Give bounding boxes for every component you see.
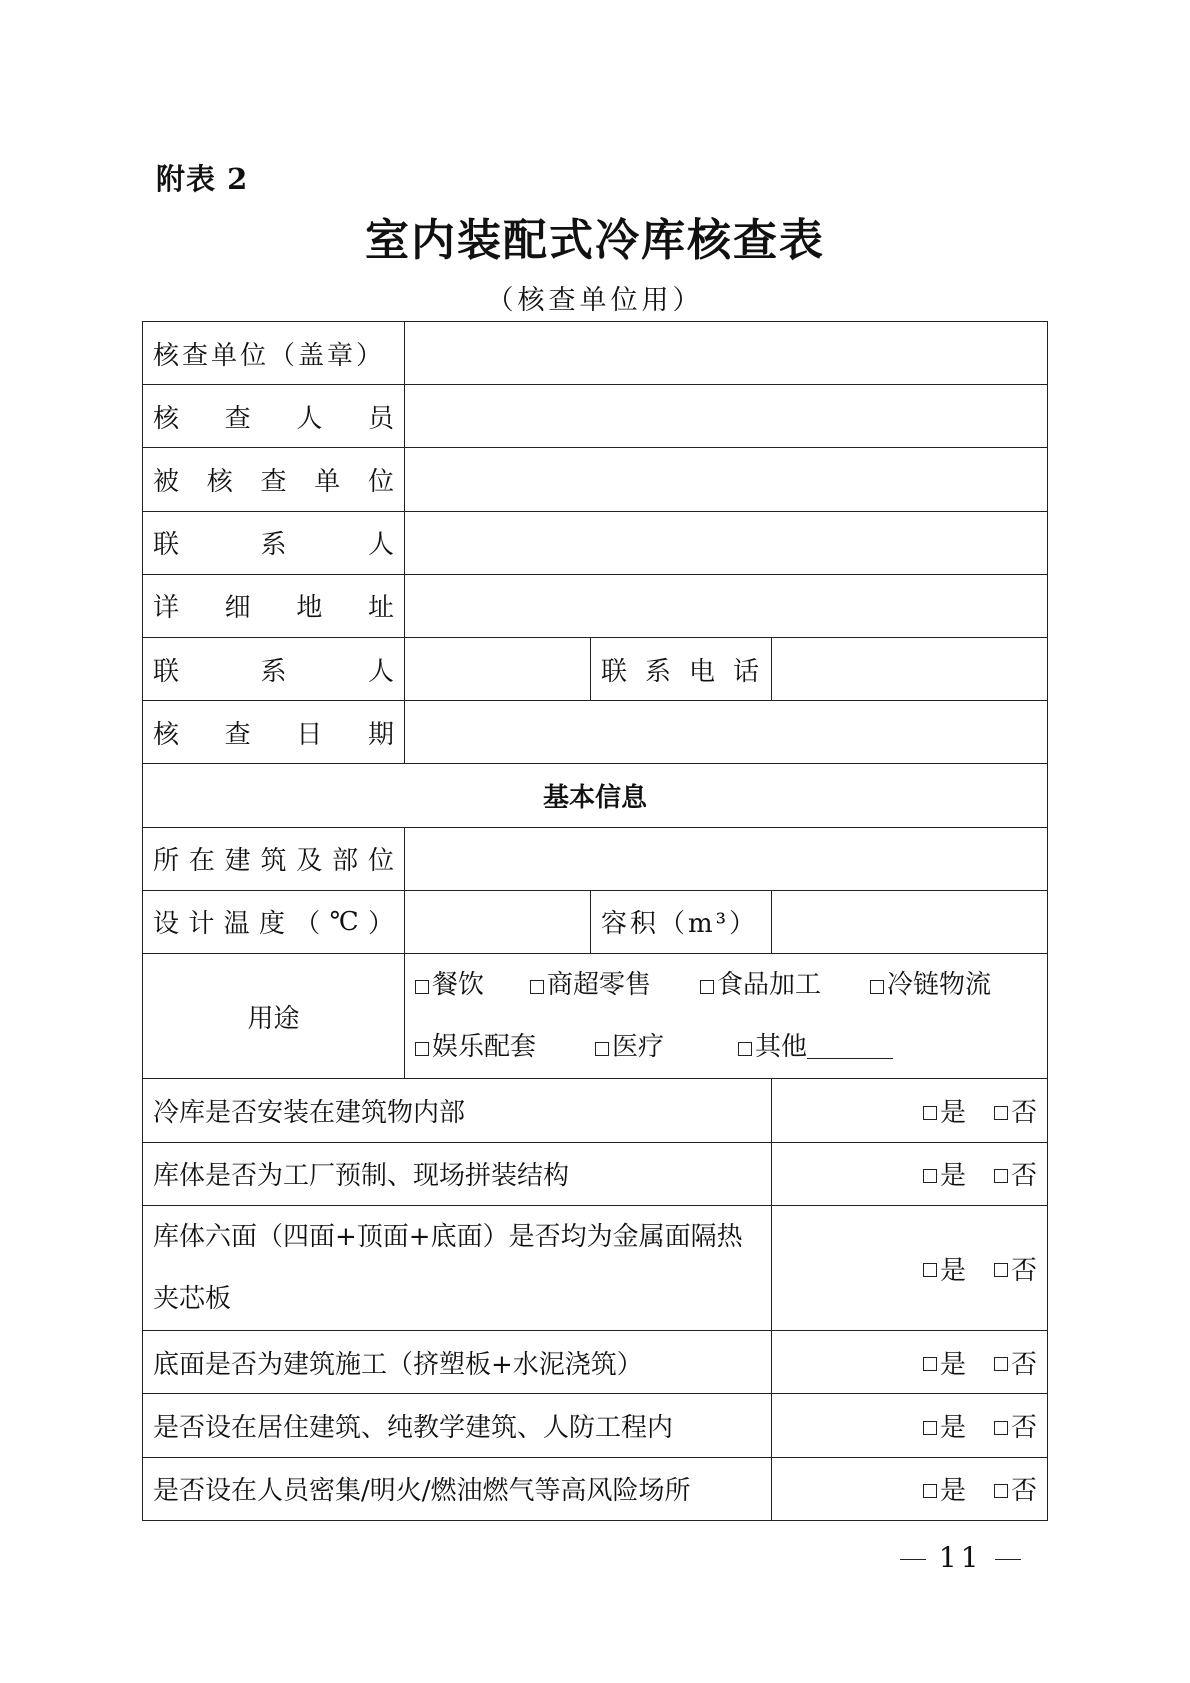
usage-option-entertainment[interactable] — [415, 1016, 595, 1078]
label-char: 核 — [153, 719, 180, 750]
volume-label-text: 容积（m³） — [601, 909, 759, 940]
option-label: 医疗 — [612, 1032, 665, 1063]
question-text — [143, 1457, 772, 1520]
question-row — [143, 1331, 1048, 1394]
inspector-field[interactable] — [405, 385, 1048, 448]
checkbox-icon[interactable] — [415, 1042, 429, 1056]
label-char: 核 — [206, 467, 233, 497]
option-no[interactable] — [994, 1250, 1037, 1287]
yes-no-options — [772, 1394, 1048, 1457]
usage-options-row-1 — [415, 954, 1037, 1016]
contact-phone-field[interactable] — [772, 638, 1048, 701]
option-label: 其他 — [755, 1032, 808, 1063]
checkbox-icon[interactable] — [923, 1263, 937, 1277]
question-row — [143, 1205, 1048, 1330]
label-char: 被 — [153, 467, 180, 497]
row-inspecting-unit — [143, 322, 1048, 385]
no-label: 否 — [1010, 1413, 1037, 1444]
address-label — [143, 574, 405, 637]
section-title-basic-info: 基本信息 — [143, 764, 1048, 827]
form-title: 室内装配式冷库核查表 — [365, 215, 825, 266]
option-label: 娱乐配套 — [432, 1032, 537, 1063]
checkbox-icon[interactable] — [923, 1421, 937, 1435]
option-yes[interactable] — [923, 1155, 966, 1192]
checkbox-icon[interactable] — [415, 980, 429, 994]
label-char: 所 — [153, 846, 180, 877]
yes-label: 是 — [939, 1098, 966, 1129]
question-text-content: 底面是否为建筑施工（挤塑板+水泥浇筑） — [153, 1349, 643, 1380]
label-char: 人 — [296, 403, 323, 434]
row-building-location — [143, 827, 1048, 890]
usage-option-cold-chain[interactable] — [870, 954, 991, 1016]
checkbox-icon[interactable] — [923, 1484, 937, 1498]
label-char: 位 — [367, 467, 394, 497]
option-label: 冷链物流 — [887, 970, 992, 1001]
row-contact-person — [143, 511, 1048, 574]
label-char: 话 — [732, 656, 759, 687]
inspecting-unit-label — [143, 322, 405, 385]
usage-options-row-2 — [415, 1016, 1037, 1078]
label-char: 单 — [314, 467, 341, 497]
checkbox-icon[interactable] — [923, 1357, 937, 1371]
label-char: 查 — [224, 403, 251, 434]
label-char: 人 — [367, 656, 394, 687]
label-char: 查 — [260, 467, 287, 497]
inspected-unit-field[interactable] — [405, 448, 1048, 511]
label-char: 员 — [367, 403, 394, 434]
label-char: 设 — [153, 909, 180, 940]
checkbox-icon[interactable] — [994, 1263, 1008, 1277]
inspecting-unit-field[interactable] — [405, 322, 1048, 385]
yes-label: 是 — [939, 1349, 966, 1380]
label-char: ） — [367, 909, 394, 940]
question-row — [143, 1079, 1048, 1142]
row-section-basic-info — [143, 764, 1048, 827]
question-row — [143, 1457, 1048, 1520]
label-char: 在 — [188, 846, 215, 877]
label-char: 址 — [367, 593, 394, 624]
design-temp-field[interactable] — [405, 890, 591, 953]
question-text — [143, 1205, 772, 1330]
label-char: 系 — [644, 656, 671, 687]
yes-label: 是 — [939, 1161, 966, 1192]
no-label: 否 — [1010, 1161, 1037, 1192]
question-text-content: 是否设在人员密集/明火/燃油燃气等高风险场所 — [153, 1476, 691, 1507]
option-yes[interactable] — [923, 1470, 966, 1507]
usage-label — [143, 954, 405, 1079]
label-char: 人 — [367, 530, 394, 561]
label-char: 联 — [153, 656, 180, 687]
label-char: 地 — [296, 593, 323, 624]
design-temp-label — [143, 890, 405, 953]
usage-option-food-processing[interactable] — [700, 954, 870, 1016]
volume-label — [591, 890, 772, 953]
question-text-content: 库体六面（四面+顶面+底面）是否均为金属面隔热夹芯板 — [153, 1222, 743, 1315]
appendix-label: 附表 2 — [156, 162, 249, 196]
option-no[interactable] — [994, 1092, 1037, 1129]
no-label: 否 — [1010, 1255, 1037, 1286]
checkbox-icon[interactable] — [530, 980, 544, 994]
no-label: 否 — [1010, 1349, 1037, 1380]
row-contact-phone — [143, 638, 1048, 701]
yes-label: 是 — [939, 1413, 966, 1444]
label-char: 详 — [153, 593, 180, 624]
option-no[interactable] — [994, 1407, 1037, 1444]
checkbox-icon[interactable] — [595, 1042, 609, 1056]
question-text — [143, 1142, 772, 1205]
label-char: 系 — [260, 656, 287, 687]
usage-label-text: 用途 — [247, 1003, 300, 1034]
contact-person-2-label — [143, 638, 405, 701]
building-location-field[interactable] — [405, 827, 1048, 890]
question-text-content: 是否设在居住建筑、纯教学建筑、人防工程内 — [153, 1413, 674, 1444]
page-dash-right — [995, 1559, 1021, 1560]
no-label: 否 — [1010, 1476, 1037, 1507]
question-row — [143, 1394, 1048, 1457]
option-yes[interactable] — [923, 1250, 966, 1287]
yes-label: 是 — [939, 1476, 966, 1507]
inspecting-unit-label-text: 核查单位（盖章） — [153, 340, 386, 371]
checkbox-icon[interactable] — [923, 1106, 937, 1120]
volume-field[interactable] — [772, 890, 1048, 953]
contact-person-field[interactable] — [405, 511, 1048, 574]
row-inspection-date — [143, 701, 1048, 764]
label-char: 期 — [367, 719, 394, 750]
inspection-date-label — [143, 701, 405, 764]
checkbox-icon[interactable] — [700, 980, 714, 994]
usage-options — [405, 954, 1048, 1079]
checkbox-icon[interactable] — [994, 1484, 1008, 1498]
checkbox-icon[interactable] — [994, 1106, 1008, 1120]
inspector-label — [143, 385, 405, 448]
contact-phone-label — [591, 638, 772, 701]
yes-no-options — [772, 1142, 1048, 1205]
label-char: 建 — [224, 846, 251, 877]
inspected-unit-label — [143, 448, 405, 511]
label-char: 联 — [153, 530, 180, 561]
label-char: 位 — [367, 846, 394, 877]
option-yes[interactable] — [923, 1344, 966, 1381]
building-location-label — [143, 827, 405, 890]
option-yes[interactable] — [923, 1407, 966, 1444]
label-char: 联 — [601, 656, 628, 687]
label-char: 系 — [260, 530, 287, 561]
usage-option-medical[interactable] — [595, 1016, 738, 1078]
question-text — [143, 1079, 772, 1142]
option-yes[interactable] — [923, 1092, 966, 1129]
option-label: 商超零售 — [547, 970, 652, 1001]
usage-option-other[interactable] — [738, 1016, 893, 1078]
usage-option-catering[interactable] — [415, 954, 530, 1016]
checkbox-icon[interactable] — [994, 1357, 1008, 1371]
row-inspector — [143, 385, 1048, 448]
row-inspected-unit — [143, 448, 1048, 511]
contact-person-2-field[interactable] — [405, 638, 591, 701]
question-text-content: 库体是否为工厂预制、现场拼装结构 — [153, 1161, 570, 1192]
contact-person-label — [143, 511, 405, 574]
page-number — [900, 1541, 1021, 1574]
checkbox-icon[interactable] — [870, 980, 884, 994]
form-subtitle: （核查单位用） — [486, 285, 704, 316]
inspection-date-field[interactable] — [405, 701, 1048, 764]
yes-no-options — [772, 1079, 1048, 1142]
label-char: 度 — [258, 909, 285, 940]
option-no[interactable] — [994, 1470, 1037, 1507]
label-char: ℃ — [329, 906, 359, 937]
label-char: 及 — [296, 846, 323, 877]
question-text — [143, 1331, 772, 1394]
usage-option-retail[interactable] — [530, 954, 700, 1016]
label-char: 温 — [223, 909, 250, 940]
question-text-content: 冷库是否安装在建筑物内部 — [153, 1098, 466, 1129]
address-field[interactable] — [405, 574, 1048, 637]
no-label: 否 — [1010, 1098, 1037, 1129]
label-char: 筑 — [260, 846, 287, 877]
other-blank-line[interactable] — [807, 1036, 893, 1059]
page-number-value: 11 — [938, 1541, 983, 1574]
label-char: 查 — [224, 719, 251, 750]
question-text — [143, 1394, 772, 1457]
checkbox-icon[interactable] — [994, 1169, 1008, 1183]
yes-no-options — [772, 1457, 1048, 1520]
yes-label: 是 — [939, 1255, 966, 1286]
label-char: 部 — [332, 846, 359, 877]
row-address — [143, 574, 1048, 637]
option-label: 餐饮 — [432, 970, 485, 1001]
checkbox-icon[interactable] — [994, 1421, 1008, 1435]
checkbox-icon[interactable] — [923, 1169, 937, 1183]
label-char: 计 — [188, 909, 215, 940]
option-no[interactable] — [994, 1344, 1037, 1381]
checkbox-icon[interactable] — [738, 1042, 752, 1056]
label-char: 细 — [224, 593, 251, 624]
row-temp-volume — [143, 890, 1048, 953]
label-char: 日 — [296, 719, 323, 750]
label-char: （ — [294, 909, 321, 940]
label-char: 电 — [688, 656, 715, 687]
question-row — [143, 1142, 1048, 1205]
option-no[interactable] — [994, 1155, 1037, 1192]
option-label: 食品加工 — [717, 970, 822, 1001]
page-dash-left — [900, 1559, 926, 1560]
yes-no-options — [772, 1205, 1048, 1330]
yes-no-options — [772, 1331, 1048, 1394]
label-char: 核 — [153, 403, 180, 434]
row-usage — [143, 954, 1048, 1079]
inspection-form-table — [142, 321, 1048, 1521]
